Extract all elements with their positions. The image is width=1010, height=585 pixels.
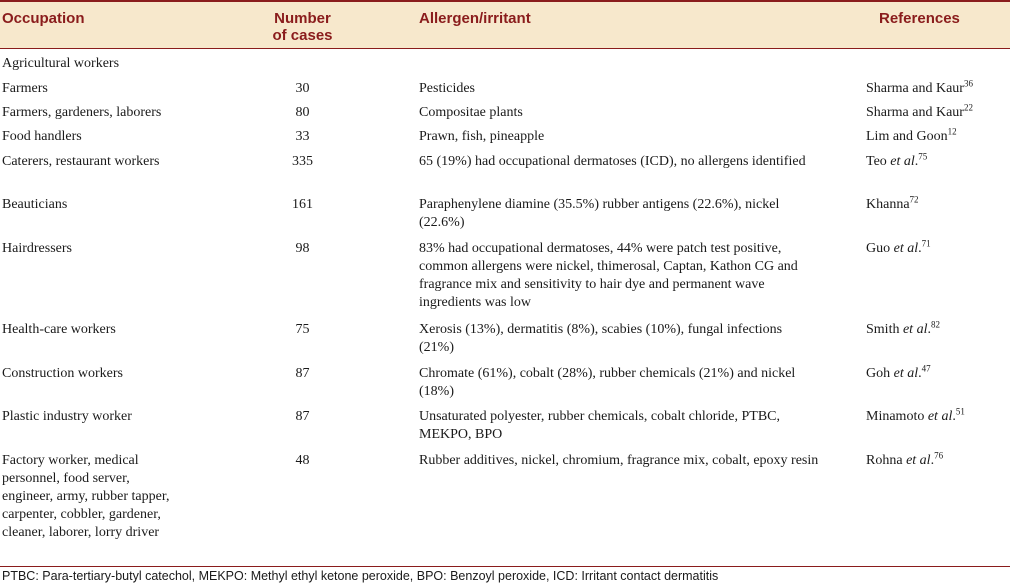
cell-allergen: Chromate (61%), cobalt (28%), rubber chemicals (21%) and nickel (18%) [419,366,796,399]
cell-allergen: Pesticides [419,81,475,96]
cell-occupation: Caterers, restaurant workers [2,154,160,169]
cell-occupation: Health-care workers [2,322,116,337]
cell-cases: 30 [295,81,310,96]
cell-occupation: Construction workers [2,366,123,381]
ref-etal: et al [906,453,931,468]
cell-reference [866,80,1010,98]
cell-allergen: 83% had occupational dermatoses, 44% were patch test positive, common allergens were nickel, thimerosal, Captan, Kathon CG and fragrance mix and sensitivity to hair dye and permanent wave ingredients was low [419,241,798,310]
cell-reference: Guo et al.$^{71}$ [866,238,931,256]
header-number-line2: of cases [272,27,333,44]
cell-cases: 98 [295,241,310,256]
cell-allergen: Rubber additives, nickel, chromium, fragrance mix, cobalt, epoxy resin [419,453,819,468]
ref-author: Lim and Goon [866,129,948,144]
ref-number: 76 [934,450,944,461]
cell-cases: 33 [295,129,310,144]
cell-occupation: Farmers [2,81,48,96]
ref-etal: et al [902,322,928,337]
header-references: References [879,10,960,27]
cell-reference: Teo et al.$^{75}$ [866,151,928,169]
cell-reference [866,196,1010,214]
cell-allergen: Prawn, fish, pineapple [419,129,545,144]
cell-cases: 80 [295,105,310,120]
cell-reference [866,128,1010,146]
cell-occupation: Factory worker, medical personnel, food server, engineer, army, rubber tapper, carpenter, cobbler, gardener, cleaner, laborer, lorry driver [2,453,170,540]
cell-occupation: Plastic industry worker [2,409,132,424]
cell-cases: 161 [292,197,313,212]
table-footnote: PTBC: Para-tertiary-butyl catechol, MEKPO: Methyl ethyl ketone peroxide, BPO: Benzoyl peroxide, ICD: Irritant contact dermatitis [2,569,719,583]
section-label: Agricultural workers [2,56,120,71]
cell-reference: Goh et al.$^{47}$ [866,363,931,381]
cell-reference: Rohna et al.$^{76}$ [866,450,944,468]
ref-etal: et al [893,241,919,256]
ref-author: Guo [866,241,894,256]
cell-cases: 75 [295,322,310,337]
cell-allergen: Paraphenylene diamine (35.5%) rubber antigens (22.6%), nickel (22.6%) [419,197,780,230]
ref-number: 82 [930,319,940,330]
ref-etal: et al [890,154,915,169]
ref-number: 75 [918,151,928,162]
cell-reference: Minamoto et al.$^{51}$ [866,406,965,424]
header-allergen: Allergen/irritant [419,10,531,27]
ref-author: Teo [866,154,891,169]
cell-occupation: Hairdressers [2,241,72,256]
ref-author: Smith [866,322,903,337]
ref-author: Rohna [866,453,907,468]
ref-etal: et al [893,366,919,381]
cell-reference: Smith et al.$^{82}$ [866,319,940,337]
cell-cases: 48 [295,453,310,468]
ref-number: 36 [963,78,973,89]
cell-cases: 335 [292,154,313,169]
ref-number: 51 [955,406,965,417]
cell-reference [866,104,1010,122]
cell-occupation: Beauticians [2,197,68,212]
ref-author: Sharma and Kaur [866,81,964,96]
cell-occupation: Farmers, gardeners, laborers [2,105,162,120]
header-occupation: Occupation [2,10,85,27]
table-header [0,2,1010,49]
cell-allergen: Compositae plants [419,105,523,120]
cell-allergen: Unsaturated polyester, rubber chemicals, cobalt chloride, PTBC, MEKPO, BPO [419,409,780,442]
cell-cases: 87 [295,366,310,381]
header-number-of-cases [255,10,350,44]
ref-author: Sharma and Kaur [866,105,964,120]
header-number-line1: Number [274,10,331,27]
cell-cases: 87 [295,409,310,424]
ref-number: 72 [909,194,919,205]
ref-author: Khanna [866,197,910,212]
ref-author: Goh [866,366,894,381]
ref-number: 12 [947,126,957,137]
cell-occupation: Food handlers [2,129,82,144]
cell-allergen: 65 (19%) had occupational dermatoses (ICD), no allergens identified [419,154,806,169]
ref-number: 22 [963,102,973,113]
ref-etal: et al [927,409,953,424]
bottom-rule [0,566,1010,567]
ref-author: Minamoto [866,409,928,424]
cell-allergen: Xerosis (13%), dermatitis (8%), scabies (10%), fungal infections (21%) [419,322,783,355]
ref-number: 47 [921,363,931,374]
ref-number: 71 [921,238,931,249]
